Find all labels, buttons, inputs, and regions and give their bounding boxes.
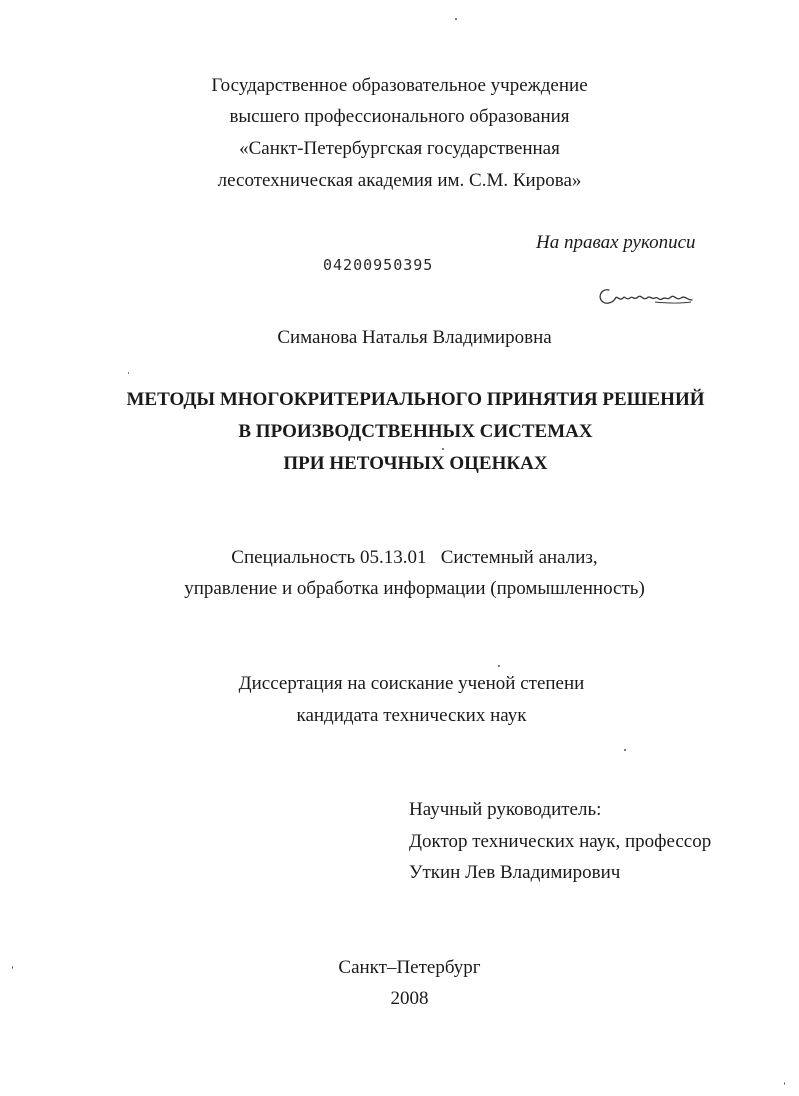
- scan-speck: [498, 665, 500, 667]
- scan-speck: [128, 372, 129, 374]
- institution-line-2: высшего профессионального образования: [229, 106, 570, 127]
- scan-speck: [624, 749, 626, 751]
- author-signature: [595, 284, 695, 308]
- institution-line-4: лесотехническая академия им. С.М. Кирова»: [217, 170, 582, 191]
- city: Санкт–Петербург: [338, 957, 481, 978]
- institution-line-1: Государственное образовательное учреждение: [211, 75, 588, 96]
- supervisor-heading: Научный руководитель:: [409, 799, 602, 820]
- scan-speck: [12, 966, 13, 969]
- title-line-3: ПРИ НЕТОЧНЫХ ОЦЕНКАХ: [283, 453, 548, 474]
- specialty-line-1: Специальность 05.13.01 Системный анализ,: [231, 547, 598, 568]
- degree-line-1: Диссертация на соискание ученой степени: [238, 673, 585, 694]
- supervisor-name: Уткин Лев Владимирович: [409, 862, 621, 883]
- supervisor-rank: Доктор технических наук, профессор: [409, 831, 712, 852]
- registration-number: 04200950395: [323, 256, 434, 274]
- title-line-2: В ПРОИЗВОДСТВЕННЫХ СИСТЕМАХ: [238, 421, 593, 442]
- manuscript-note: На правах рукописи: [536, 232, 696, 253]
- scan-speck: [784, 1082, 785, 1085]
- specialty-line-2: управление и обработка информации (промышленность): [184, 578, 645, 599]
- title-line-1: МЕТОДЫ МНОГОКРИТЕРИАЛЬНОГО ПРИНЯТИЯ РЕШЕНИЙ: [126, 389, 705, 410]
- scan-speck: [442, 448, 444, 450]
- author-name: Симанова Наталья Владимировна: [277, 327, 552, 348]
- year: 2008: [390, 988, 429, 1009]
- scan-speck: [455, 18, 457, 20]
- institution-line-3: «Санкт-Петербургская государственная: [239, 138, 560, 159]
- degree-line-2: кандидата технических наук: [296, 705, 527, 726]
